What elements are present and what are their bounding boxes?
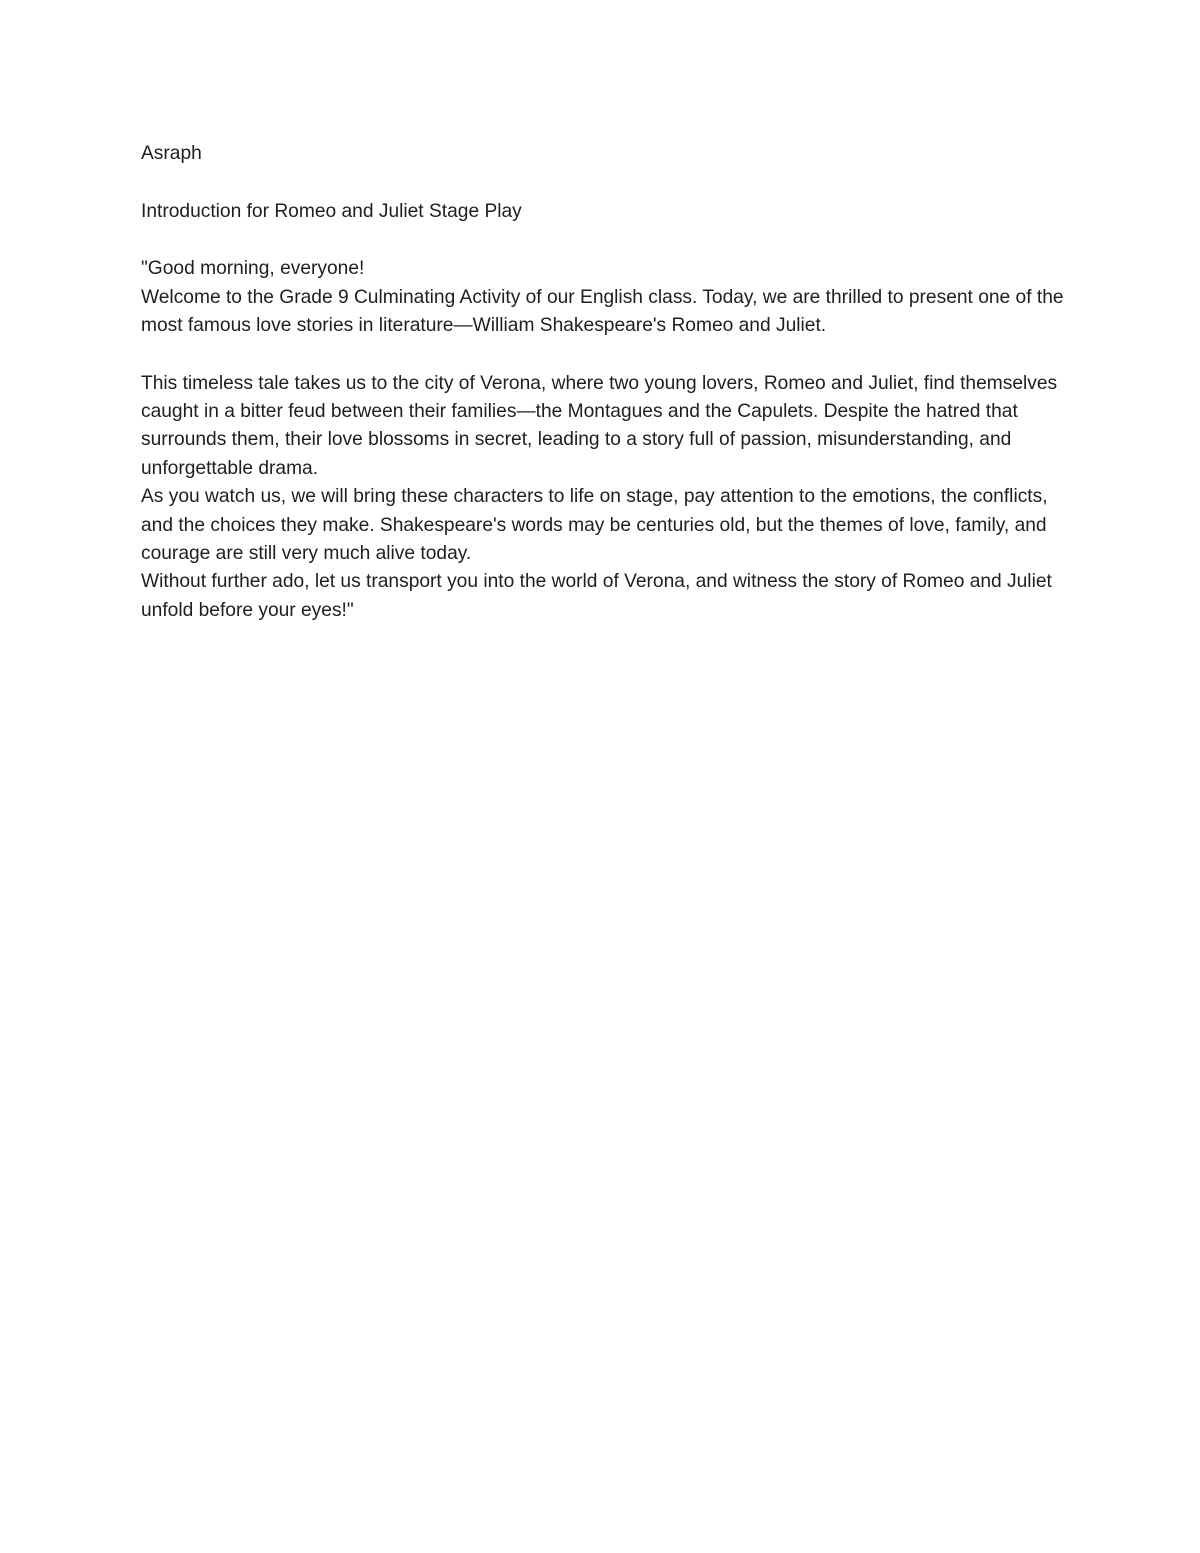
spacer: [141, 340, 1071, 369]
audience-paragraph: As you watch us, we will bring these characters to life on stage, pay attention to the emotions, the conflicts, and the choices they make. Shakespeare's words may be centuries old, but the themes of love, family, and courage are still very much alive today.: [141, 486, 1053, 565]
story-paragraph: This timeless tale takes us to the city of Verona, where two young lovers, Romeo and Juliet, find themselves caught in a bitter feud between their families—the Montagues and the Capulets. Despite the hatred that surrounds them, their love blossoms in secret, leading to a story full of passion, misunderstanding, and unforgettable drama.: [141, 372, 1063, 479]
document-title: Introduction for Romeo and Juliet Stage Play: [141, 200, 522, 222]
document-body: [141, 140, 1071, 625]
spacer: [141, 168, 1071, 197]
spacer: [141, 226, 1071, 255]
intro-paragraph: Welcome to the Grade 9 Culminating Activity of our English class. Today, we are thrilled to present one of the most famous love stories in literature—William Shakespeare's Romeo and Juliet.: [141, 286, 1069, 336]
closing-paragraph: Without further ado, let us transport you into the world of Verona, and witness the story of Romeo and Juliet unfold before your eyes!": [141, 571, 1058, 621]
author-name: Asraph: [141, 143, 202, 164]
greeting-line: "Good morning, everyone!: [141, 258, 365, 280]
